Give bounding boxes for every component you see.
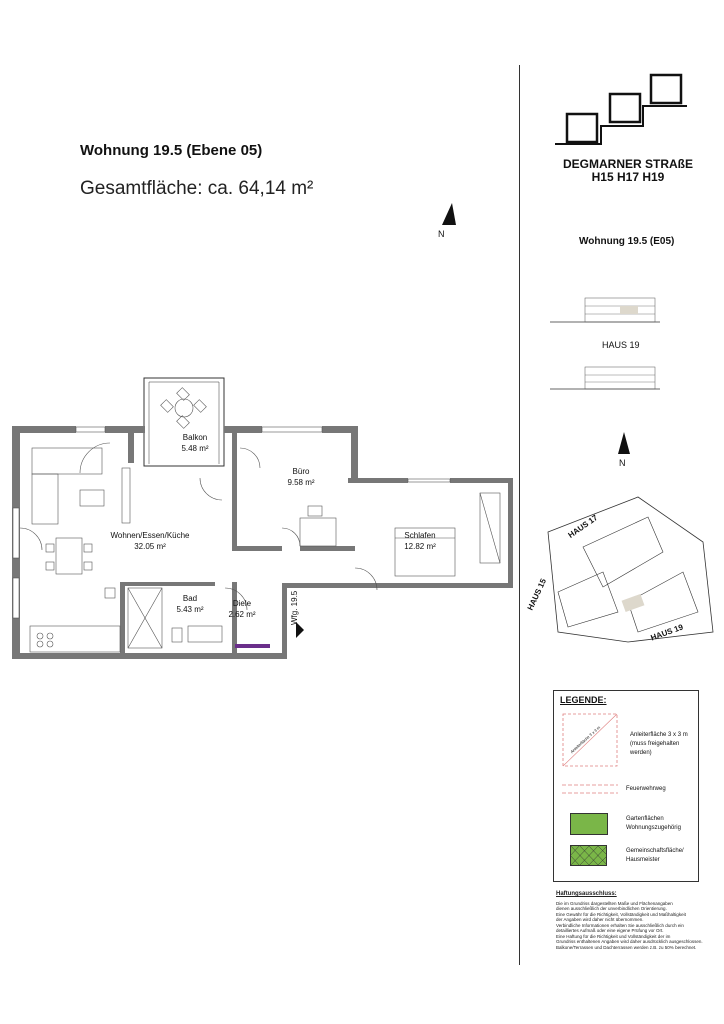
disclaimer-line: Verbindliche Informationen erhalten Sie ausschließlich durch ein — [556, 922, 684, 928]
room-name: Bad — [182, 594, 198, 603]
site-label-haus19: HAUS 19 — [649, 622, 685, 643]
legend-item-garden — [626, 815, 681, 833]
disclaimer-line: Grundriss enthaltenen Angaben wird daher ausdrücklich ausgeschlossen. — [556, 939, 703, 944]
unit-short: Wohnung 19.5 (E05) — [579, 236, 675, 247]
site-label-haus15: HAUS 15 — [525, 577, 549, 612]
room-area: 32.05 m² — [134, 542, 166, 551]
room-area: 5.43 m² — [176, 605, 204, 614]
legend-garden-swatch — [570, 813, 608, 835]
divider — [519, 65, 520, 965]
room-area: 12.82 m² — [404, 542, 436, 551]
room-balkon — [170, 432, 220, 454]
disclaimer-line: dienen ausschließlich der unverbindlichen Orientierung. — [556, 906, 667, 911]
legend-item-fire-area — [630, 731, 698, 758]
legend-fire-route-icon — [562, 783, 618, 795]
room-name: Diele — [232, 599, 252, 608]
site-plan — [525, 492, 718, 652]
total-area: Gesamtfläche: ca. 64,14 m² — [80, 178, 314, 199]
project-title-line2: H15 H17 H19 — [591, 170, 665, 184]
floor-plan — [10, 378, 520, 668]
legend-diag-label: Anleiterfläche 3 x 3 m — [569, 724, 602, 755]
disclaimer-line: Eine Haftung für die Richtigkeit und Vollständigkeit der im — [556, 933, 671, 939]
legend-item-fire-route: Feuerwehrweg — [626, 786, 666, 792]
room-diele — [222, 598, 262, 620]
north-label: N — [438, 229, 445, 239]
disclaimer-line: Eine Gewähr für die Richtigkeit, Vollständigkeit und Maßhaltigkeit — [556, 911, 686, 917]
legend-label: Anleiterfläche 3 x 3 m — [630, 732, 688, 738]
project-title-line1: DEGMARNER STRAßE — [562, 157, 693, 171]
legend-label: Hausmeister — [626, 857, 660, 863]
disclaimer-line: detailliertes Aufmaß oder eine eigene Prüfung vor Ort. — [556, 928, 664, 933]
project-title — [548, 158, 708, 184]
legend-label: Gemeinschaftsfläche/ — [626, 848, 684, 854]
legend-title: LEGENDE: — [560, 695, 607, 705]
north-arrow-icon — [614, 432, 634, 458]
room-name: Schlafen — [404, 531, 436, 540]
disclaimer — [556, 892, 706, 950]
legend-label: Wohnungszugehörig — [626, 825, 681, 831]
legend-label: (muss freigehalten werden) — [630, 741, 680, 756]
legend-community-swatch — [570, 845, 608, 867]
room-name: Balkon — [182, 433, 208, 442]
legend-item-community — [626, 847, 684, 865]
house-label: HAUS 19 — [602, 340, 640, 350]
room-name: Wohnen/Essen/Küche — [110, 531, 190, 540]
entrance-label: Wfg. 19.5 — [290, 590, 299, 625]
disclaimer-line: Die im Grundriss dargestellten Maße und Flächenangaben — [556, 900, 673, 906]
site-label-haus17: HAUS 17 — [566, 513, 600, 540]
disclaimer-line: der Angaben wird daher nicht übernommen. — [556, 917, 644, 922]
walls — [12, 378, 513, 659]
room-buero — [276, 466, 326, 488]
unit-title: Wohnung 19.5 (Ebene 05) — [80, 142, 263, 159]
room-area: 5.48 m² — [181, 444, 209, 453]
project-logo-icon — [555, 72, 695, 147]
legend-box — [553, 690, 699, 882]
room-schlafen — [395, 530, 445, 552]
entrance-marker — [235, 644, 270, 648]
room-area: 9.58 m² — [287, 478, 315, 487]
legend-label: Gartenflächen — [626, 816, 664, 822]
disclaimer-line: Balkone/Terrassen und Dachterrassen werden z.B. zu 50% berechnet. — [556, 944, 697, 950]
room-area: 2.62 m² — [228, 610, 256, 619]
room-bad — [165, 593, 215, 615]
north-label-site: N — [619, 458, 626, 468]
room-name: Büro — [292, 467, 310, 476]
room-wohnen — [100, 530, 200, 552]
disclaimer-title: Haftungsausschluss: — [556, 891, 617, 897]
